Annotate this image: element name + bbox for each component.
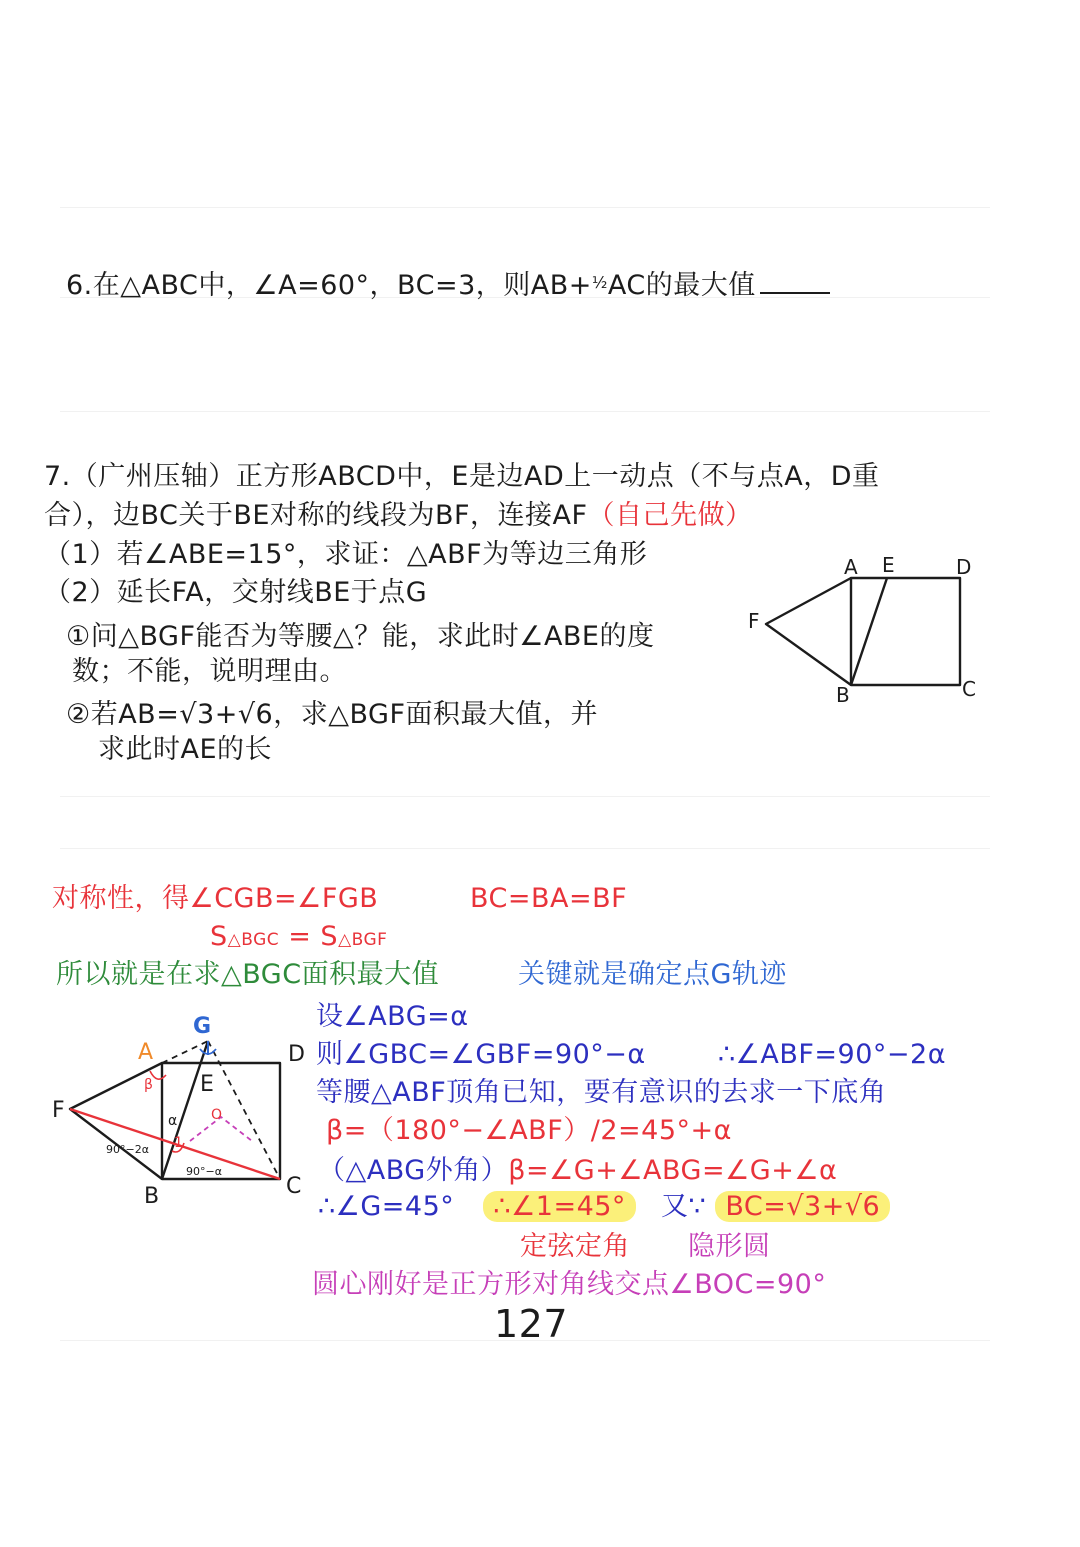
question-6-fraction: ½ xyxy=(591,273,608,292)
note-also: 又∵ xyxy=(661,1191,707,1222)
angle-label-90-minus-alpha: 90°−α xyxy=(186,1165,222,1178)
point-label-c: C xyxy=(962,677,976,701)
note-bc-length: BC=√3+√6 xyxy=(715,1191,890,1222)
point-label-e: E xyxy=(882,553,895,577)
question-6-suffix: AC的最大值 xyxy=(607,270,756,301)
note-isosceles: 等腰△ABF顶角已知，要有意识的去求一下底角 xyxy=(316,1077,887,1108)
point-label-a: A xyxy=(138,1040,154,1065)
page-number: 127 xyxy=(494,1302,569,1346)
note-beta: β=（180°−∠ABF）/2=45°+α xyxy=(326,1115,732,1146)
question-7-line-2-text: 合），边BC关于BE对称的线段为BF，连接AF xyxy=(44,500,588,531)
angle-label-1: 1 xyxy=(174,1135,183,1151)
triangle-abf xyxy=(766,578,851,685)
point-label-b: B xyxy=(836,683,850,707)
question-7-sub-2-cont: 求此时AE的长 xyxy=(98,734,273,765)
note-symmetry: 对称性，得∠CGB=∠FGB xyxy=(52,883,379,914)
point-label-o: O xyxy=(211,1107,223,1123)
point-label-e: E xyxy=(200,1072,214,1097)
point-label-f: F xyxy=(52,1098,65,1123)
angle-label-alpha: α xyxy=(168,1113,178,1129)
question-6-prefix: 6.在△ABC中，∠A=60°，BC=3，则AB+ xyxy=(66,270,592,301)
angle-label-beta: β xyxy=(144,1077,153,1093)
note-area-s2-sub: △BGF xyxy=(338,930,388,950)
note-area-s1: S xyxy=(210,921,228,952)
segment-bg xyxy=(162,1041,208,1179)
page-rule xyxy=(60,848,990,849)
question-7-line-1: 7.（广州压轴）正方形ABCD中，E是边AD上一动点（不与点A，D重 xyxy=(44,461,880,492)
note-exterior-angle xyxy=(318,1154,837,1188)
note-equal-sides: BC=BA=BF xyxy=(470,883,628,914)
note-max-area: 所以就是在求△BGC面积最大值 xyxy=(56,959,440,990)
answer-blank xyxy=(760,266,830,294)
point-label-g: G xyxy=(193,1014,212,1039)
note-angle-g: ∴∠G=45° xyxy=(318,1191,455,1222)
page-rule xyxy=(60,411,990,412)
figure-solution-diagram xyxy=(40,1005,320,1215)
question-7-note: （自己先做） xyxy=(587,500,753,531)
note-exterior-formula: β=∠G+∠ABG=∠G+∠α xyxy=(508,1155,838,1186)
note-exterior-label: （△ABG外角） xyxy=(318,1155,509,1186)
angle-label-90-minus-2alpha: 90°−2α xyxy=(106,1143,149,1156)
segment-be xyxy=(851,578,887,685)
point-label-d: D xyxy=(956,555,972,579)
note-set-alpha: 设∠ABG=α xyxy=(316,1001,469,1032)
page-rule xyxy=(60,207,990,208)
note-angle-1: ∴∠1=45° xyxy=(483,1191,636,1222)
question-7-sub-1: ①问△BGF能否为等腰△？能，求此时∠ABE的度 xyxy=(66,621,655,652)
square-outline xyxy=(851,578,960,685)
note-angle-abf: ∴∠ABF=90°−2α xyxy=(718,1039,946,1070)
question-7-part-2: （2）延长FA，交射线BE于点G xyxy=(44,577,428,608)
note-equal-areas xyxy=(210,920,387,957)
question-7-sub-1-cont: 数；不能，说明理由。 xyxy=(72,656,347,687)
question-6 xyxy=(66,266,830,303)
question-7-sub-2: ②若AB=√3+√6，求△BGF面积最大值，并 xyxy=(66,699,598,730)
note-hidden-circle: 隐形圆 xyxy=(688,1231,771,1262)
page-rule xyxy=(60,796,990,797)
note-circle-center: 圆心刚好是正方形对角线交点∠BOC=90° xyxy=(312,1269,827,1300)
question-7-line-2 xyxy=(44,499,753,533)
note-area-s1-sub: △BGC xyxy=(227,930,280,950)
note-area-eq: = S xyxy=(279,921,339,952)
question-7-part-1: （1）若∠ABE=15°，求证：△ABF为等边三角形 xyxy=(44,539,648,570)
note-conclusion xyxy=(318,1190,890,1224)
point-label-b: B xyxy=(144,1184,160,1209)
point-label-f: F xyxy=(748,609,760,633)
point-label-c: C xyxy=(286,1174,302,1199)
point-label-d: D xyxy=(288,1042,305,1067)
figure-square-abcd xyxy=(740,550,990,710)
note-angle-gbc: 则∠GBC=∠GBF=90°−α xyxy=(316,1039,646,1070)
note-fixed-chord: 定弦定角 xyxy=(520,1231,630,1262)
point-label-a: A xyxy=(844,555,858,579)
note-locus-key: 关键就是确定点G轨迹 xyxy=(518,959,787,990)
